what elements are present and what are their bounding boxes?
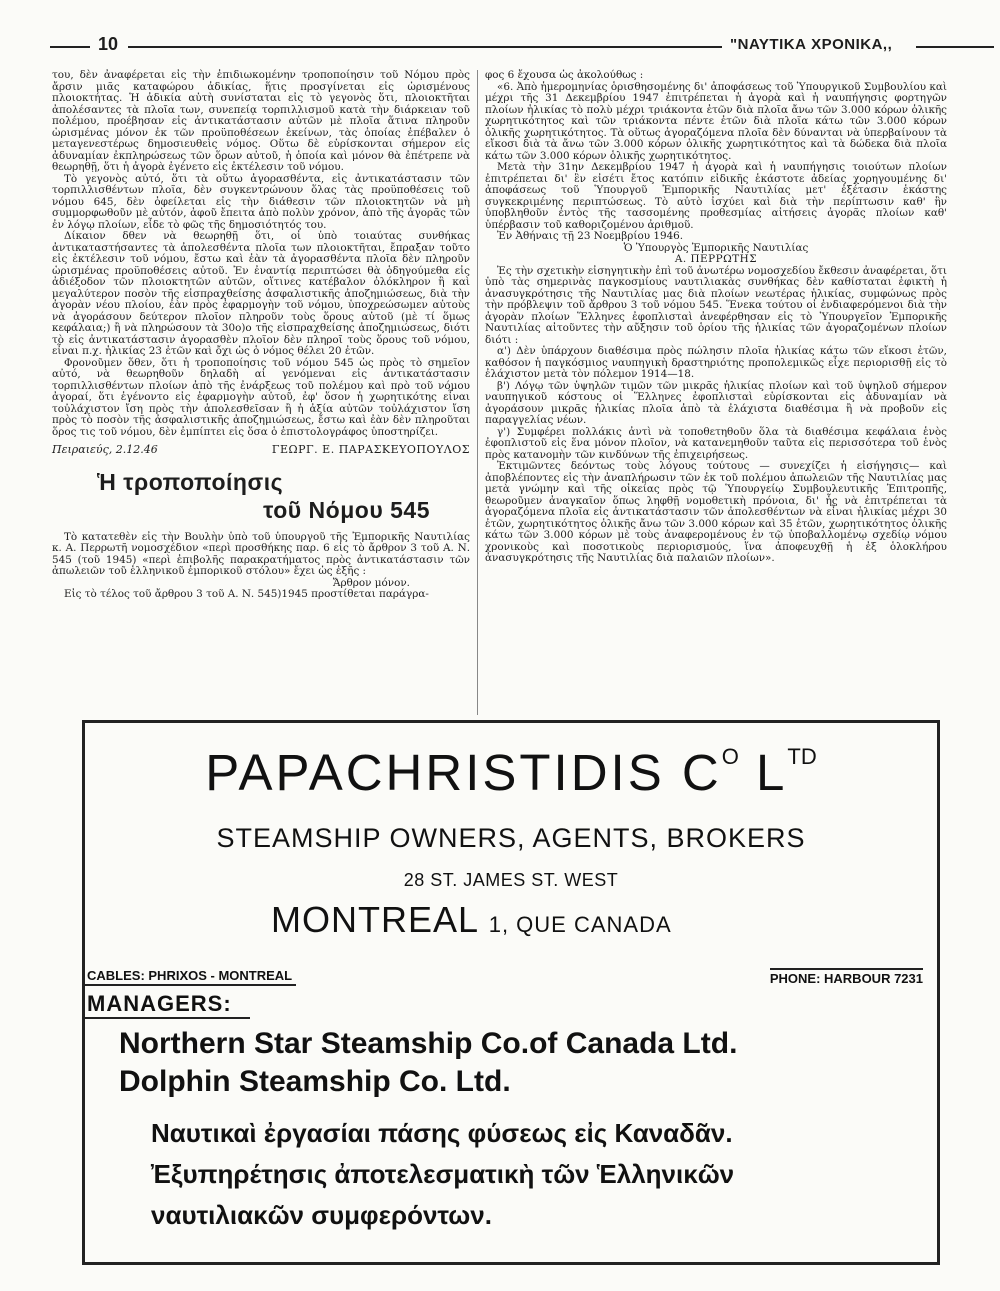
- right-column: [485, 70, 947, 565]
- minister-title: Ὁ Ὑπουργὸς Ἐμπορικῆς Ναυτιλίας: [623, 241, 809, 254]
- report-item: γ') Συμφέρει πολλάκις ἀντὶ νὰ τοποθετηθοῦν ὅλα τὰ διαθέσιμα κεφάλαια ἑνὸς ἐφοπλιστοῦ εἰς ἕνα μόνον πλοῖον, νὰ κατανεμηθοῦν ταῦτα εἰς περισσότερα τοῦ ἑνὸς πρὸς κατανομὴν τῶν κινδύνων τῆς ἐπιχειρήσεως.: [485, 425, 947, 461]
- company-name-main: PAPACHRISTIDIS C: [205, 744, 722, 801]
- report-intro: Ἐς τὴν σχετικὴν εἰσηγητικὴν ἐπὶ τοῦ ἀνωτέρω νομοσχεδίου ἔκθεσιν ἀναφέρεται, ὅτι ὑπὸ τὰς σημερινὰς παγκοσμίους ναυτιλιακὰς συνθήκας δὲν καθίσταται ἐφικτὴ ἡ ἀνασυγκρότησις τῆς Ναυτιλίας μας διὰ πλοίων νεωτέρας ἡλικίας, συμφώνως πρὸς τὴν πρόβλεψιν τοῦ ἄρθρου 3 τοῦ νόμου 545. Ἕνεκα τούτου οἱ ἐνδιαφερόμενοι διὰ τὴν ἀγορὰν πλοίων Ἕλληνες ἐφοπλισταὶ ἀνεφέρθησαν εἰς τὸ Ὑπουργεῖον Ἐμπορικῆς Ναυτιλίας αἰτοῦντες τὴν αὔξησιν τοῦ ὁρίου τῆς ἡλικίας τῶν ἀγοραζομένων πλοίων διότι :: [485, 264, 947, 346]
- ad-manager-1: Northern Star Steamship Co.of Canada Ltd.: [119, 1027, 738, 1060]
- header-rule-middle: [128, 46, 722, 48]
- ad-company-name: [85, 743, 937, 802]
- left-column: [52, 70, 470, 601]
- report-item: β') Λόγῳ τῶν ὑψηλῶν τιμῶν τῶν μικρᾶς ἡλικίας πλοίων καὶ τοῦ ὑψηλοῦ σήμερον ναυπηγικοῦ κόστους οἱ Ἕλληνες ἐφοπλισταὶ εὑρίσκονται εἰς ἀδυναμίαν νὰ ἀγοράσουν μικρᾶς ἡλικίας πλοῖα ἀπὸ τὰ ἐλάχιστα διαθέσιμα ἢ νὰ προβοῦν εἰς παραγγελίας νέων.: [485, 379, 947, 426]
- left-paragraph: του, δὲν ἀναφέρεται εἰς τὴν ἐπιδιωκομένην τροποποίησιν τοῦ Νόμου πρὸς ἄρσιν μιᾶς καταφώρου ἀδικίας, ἥτις προσγίνεται εἰς ὡρισμένους πλοιοκτήτας. Ἡ ἀδικία αὐτὴ συνίσταται εἰς τὸ γεγονὸς ὅτι, πλοιοκτῆται ἀπολέσαντες τὰ πλοῖα των, συνεπείᾳ τορπιλλισμοῦ κατὰ τὴν διάρκειαν τοῦ πολέμου, προέβησαν εἰς ἀντικατάστασιν αὐτῶν μὲ πλοῖα ἅτινα πληροῦν ὡρισμένας μόνον ἐκ τῶν προϋποθέσεων ἐκείνων, τὰς ὁποίας ἐπέβαλεν ὁ μεταγενεστέρως δημοσιευθεὶς νόμος. Οὕτω δὲ εὑρίσκονται σήμερον εἰς ἀδυναμίαν ἐκπληρώσεως τῶν ὅρων αὐτοῦ, ἡ ὁποία καὶ μόνον θὰ ἐπέτρεπε νὰ θεωρηθῇ, ὅτι ἡ ἀγορὰ ἐγένετο εἰς ἐκτέλεσιν τοῦ νόμου.: [52, 69, 470, 173]
- ad-greek-line-1: Ναυτικαὶ ἐργασίαι πάσης φύσεως εἰς Καναδᾶν.: [151, 1118, 733, 1148]
- left-paragraph: Δίκαιον δθεν νὰ θεωρηθῇ ὅτι, οἱ ὑπὸ τοιαύτας συνθήκας ἀντικαταστήσαντες τὰ ἀπολεσθέντα πλοῖα των πλοιοκτῆται, ἔπραξαν τοῦτο εἰς ἐκτέλεσιν τοῦ νόμου, ἔστω καὶ ἐὰν τὰ ἀγορασθέντα πλοῖα δὲν πληροῦν ὡρισμένας προϋποθέσεις αὐτοῦ. Ἐν ἐναντίᾳ περιπτώσει θὰ ὁδηγούμεθα εἰς ἀδιέξοδον τῶν πλοιοκτητῶν αὐτῶν, οἵτινες κατέβαλον ὁλόκληρον ἢ καὶ μεγαλύτερον ποσὸν τῆς εἰσπραχθείσης ἀσφαλιστικῆς ἀποζημιώσεως, διὰ τὴν ἀγορὰν νέου πλοίου, ἐὰν πρὸς ἐφαρμογὴν τοῦ νόμου, ὑποχρεώσωμεν αὐτοὺς νὰ ἀγοράσουν δεύτερον πλοῖον πληροῦν τοὺς ὅρους αὐτοῦ (μὲ τί ὅμως κεφάλαια;) ἢ νὰ πληρώσουν τὰ 30ο)ο τῆς εἰσπραχθείσης ἀποζημιώσεως, διότι τὸ εἰς ἀντικατάστασιν ἀγορασθὲν πλοῖον δὲν πληροῖ τοὺς ὅρους τοῦ νόμου, εἶναι π.χ. ἡλικίας 23 ἐτῶν καὶ ὄχι ὡς ὁ νόμος θέλει 20 ἐτῶν.: [52, 230, 470, 357]
- minister-name: Α. ΠΕΡΡΩΤΗΣ: [674, 253, 758, 265]
- signature-place-date: Πειραιεύς, 2.12.46: [52, 443, 158, 456]
- ad-cables: CABLES: PHRIXOS - MONTREAL: [85, 968, 296, 986]
- article-heading: Ἄρθρον μόνον.: [332, 576, 410, 589]
- header-rule-left: [50, 46, 90, 48]
- closing-paragraph: Ἐκτιμῶντες δεόντως τοὺς λόγους τούτους — συνεχίζει ἡ εἰσήγησις— καὶ ἀποβλέποντες εἰς τὴν ἀναπλήρωσιν τῶν ἐκ τοῦ πολέμου ἀπωλειῶν τῆς Ναυτιλίας μας μετὰ γνώμην καὶ τῆς οἰκείας πρὸς τῷ Ὑπουργείῳ Συμβουλευτικῆς Ἐπιτροπῆς, θεωροῦμεν ἀναγκαῖον ὅπως ληφθῇ νομοθετικὴ πρόνοια, δι' ἧς νὰ ἐπιτρέπεται τὰ ἀγοραζόμενα πλοῖα εἰς ἀντικατάστασιν τῶν ἀπολεσθέντων νὰ εἶναι ἡλικίας μέχρι 30 ἐτῶν, χωρητικότητος ὁλικῆς ἄνω τῶν 3.000 κόρων καὶ 35 ἐτῶν, χωρητικότητος ὁλικῆς κάτω τῶν 3.000 κόρων μὲ τοὺς ἀναφερομένους ἐν τῷ ὑποβαλλομένῳ σχεδίῳ νόμου χρονικοὺς καὶ ποσοτικοὺς περιορισμούς, ἵνα ἀποφευχθῇ ἡ ἐξ ὁλοκλήρου ἀνασυγκρότησις τῆς Ναυτιλίας διὰ παλαιῶν πλοίων».: [485, 460, 947, 564]
- section-title-line-1: Ἡ τροποποίησις: [97, 468, 284, 495]
- report-item: α') Δὲν ὑπάρχουν διαθέσιμα πρὸς πώλησιν πλοῖα ἡλικίας κάτω τῶν εἴκοσι ἐτῶν, καθόσον ἡ παγκόσμιος ναυπηγικὴ δραστηριότης προπολεμικῶς εἶχε περιορισθῇ εἰς τὸ ἐλάχιστον μετὰ τὸν πόλεμον 1914—18.: [485, 345, 947, 380]
- ad-city-name: MONTREAL: [271, 899, 478, 940]
- section-paragraph: Τὸ κατατεθὲν εἰς τὴν Βουλὴν ὑπὸ τοῦ ὑπουργοῦ τῆς Ἐμπορικῆς Ναυτιλίας κ. Α. Περρωτῆ νομοσχέδιον «περὶ προσθήκης παρ. 6 εἰς τὸ ἄρθρον 3 τοῦ Α. Ν. 545 (τοῦ 1945) «περὶ ἐπιβολῆς παρακρατήματος πρὸς ἀντικατάστασιν τῶν ἀπωλειῶν τοῦ ἑλληνικοῦ ἐμπορικοῦ στόλου» ἔχει ὡς ἑξῆς :: [52, 530, 470, 577]
- ad-greek-line-2: Ἐξυπηρέτησις ἀποτελεσματικὴ τῶν Ἑλληνικῶν: [151, 1159, 735, 1189]
- section-title-line-2: τοῦ Νόμου 545: [263, 496, 430, 523]
- ad-city-rest: 1, QUE CANADA: [488, 912, 672, 937]
- page-number: 10: [98, 34, 119, 54]
- company-name-suffix: L: [756, 744, 788, 801]
- section-title: [52, 468, 470, 524]
- company-superscript-td: TD: [787, 744, 817, 769]
- left-paragraph: Τὸ γεγονὸς αὐτό, ὅτι τὰ οὕτω ἀγορασθέντα, εἰς ἀντικατάστασιν τῶν τορπιλλισθέντων πλοῖα, δὲν συγκεντρώνουν ὅλας τὰς προϋποθέσεις τοῦ νόμου 645, δὲν ὀφείλεται εἰς τὴν διάθεσιν τῶν πλοιοκτητῶν νὰ μὴ συμμορφωθοῦν μὲ αὐτόν, ἀφοῦ ἔπειτα ἀπὸ πολὺν χρόνον, ἀπὸ τῆς ἀγορᾶς τῶν ἐν λόγῳ πλοίων, εἶδε τὸ φῶς τῆς δημοσιότητός του.: [52, 172, 470, 231]
- letter-signature: [52, 444, 470, 456]
- ad-manager-2: Dolphin Steamship Co. Ltd.: [119, 1065, 511, 1098]
- right-paragraph: Μετὰ τὴν 31ην Δεκεμβρίου 1947 ἡ ἀγορὰ καὶ ἡ ναυπήγησις τοιούτων πλοίων ἐπιτρέπεται δι' ἓν εἰσέτι ἔτος κατόπιν εἰδικῆς ἑκάστοτε ἀδείας χορηγουμένης δι' ἀποφάσεως τοῦ Ὑπουργοῦ Ἐμπορικῆς Ναυτιλίας μετ' ἐξέτασιν ἑκάστης συγκεκριμένης περιπτώσεως. Τὸ αὐτὸ ἰσχύει καὶ διὰ τὴν περίπτωσιν καθ' ἣν ὑποβληθοῦν ἐντὸς τῆς τασσομένης προθεσμίας αἰτήσεις ἀγορᾶς πλοίων καθ' ὑπέρβασιν τοῦ καθοριζομένου ἀριθμοῦ.: [485, 161, 947, 231]
- ad-managers-label: MANAGERS:: [85, 991, 250, 1019]
- article-text: Εἰς τὸ τέλος τοῦ ἄρθρου 3 τοῦ Α. Ν. 545)1945 προστίθεται παράγρα-: [64, 588, 429, 600]
- page-header: [50, 34, 940, 60]
- right-paragraph: φος 6 ἔχουσα ὡς ἀκολούθως :: [485, 69, 644, 81]
- ad-city: [271, 899, 672, 941]
- ad-address: 28 ST. JAMES ST. WEST: [403, 870, 619, 890]
- ad-greek-line-3: ναυτιλιακῶν συμφερόντων.: [151, 1200, 492, 1230]
- left-paragraph: Φρονοῦμεν ὅθεν, ὅτι ἡ τροποποίησις τοῦ νόμου 545 ὡς πρὸς τὸ σημεῖον αὐτό, νὰ θεωρηθοῦν δηλαδὴ αἱ γενόμεναι εἰς ἀντικατάστασιν τορπιλλισθέντων πλοίων ἀπὸ τῆς ἐνάρξεως τοῦ πολέμου καὶ πρὸ τοῦ νόμου ἀγοραί, ὅτι ἐγένοντο εἰς ἐφαρμογὴν αὐτοῦ, ἐφ' ὅσον ἡ χωρητικότης εἶναι τοὐλάχιστον ἴση πρὸς τὴν ἀπολεσθεῖσαν ἢ ἡ ἀξία αὐτῶν τοὐλάχιστον ἴση πρὸς τὸ ποσὸν τῆς ἀσφαλιστικῆς ἀποζημιώσεως, ἔστω καὶ ἐὰν δὲν πληροῦται ὅρος τις τοῦ νόμου, δὲν ἐμπίπτει εἰς ὅσα ὁ ἐπιστολογράφος ὑποστηρίζει.: [52, 356, 470, 438]
- publication-title: "ΝΑΥΤΙΚΑ ΧΡΟΝΙΚΑ,,: [730, 36, 893, 53]
- ad-phone: PHONE: HARBOUR 7231: [770, 968, 923, 986]
- ad-business-line: STEAMSHIP OWNERS, AGENTS, BROKERS: [216, 823, 806, 853]
- header-rule-right: [916, 46, 994, 48]
- right-paragraph: «6. Ἀπὸ ἡμερομηνίας ὁρισθησομένης δι' ἀποφάσεως τοῦ Ὑπουργικοῦ Συμβουλίου καὶ μέχρι τῆς 31 Δεκεμβρίου 1947 ἐπιτρέπεται ἡ ἀγορὰ καὶ ἡ ναυπήγησις φορτηγῶν πλοίων ἡλικίας τὸ πολὺ μέχρι τριάκοντα ἐτῶν διὰ πλοῖα ἄνω τῶν 3.000 κόρων ὁλικῆς χωρητικότητος καὶ τῶν τριάκοντα πέντε ἐτῶν διὰ πλοῖα κάτω τῶν 3.000 κόρων ὁλικῆς χωρητικότητος. Τὰ οὕτως ἀγοραζόμενα πλοῖα δὲν δύνανται νὰ ὑπερβαίνουν τὰ εἴκοσι διὰ τὰ ἄνω τῶν 3.000 κόρων ὁλικῆς χωρητικότητος καὶ τὰ δώδεκα διὰ πλοῖα κάτω τῶν 3.000 κόρων ὁλικῆς χωρητικότητος.: [485, 80, 947, 162]
- signature-name: ΓΕΩΡΓ. Ε. ΠΑΡΑΣΚΕΥΟΠΟΥΛΟΣ: [271, 443, 470, 456]
- column-divider: [477, 70, 478, 715]
- company-superscript-o: O: [721, 744, 739, 769]
- date-line: Ἐν Ἀθήναις τῇ 23 Νοεμβρίου 1946.: [497, 230, 684, 242]
- advertisement-box: [82, 720, 940, 1265]
